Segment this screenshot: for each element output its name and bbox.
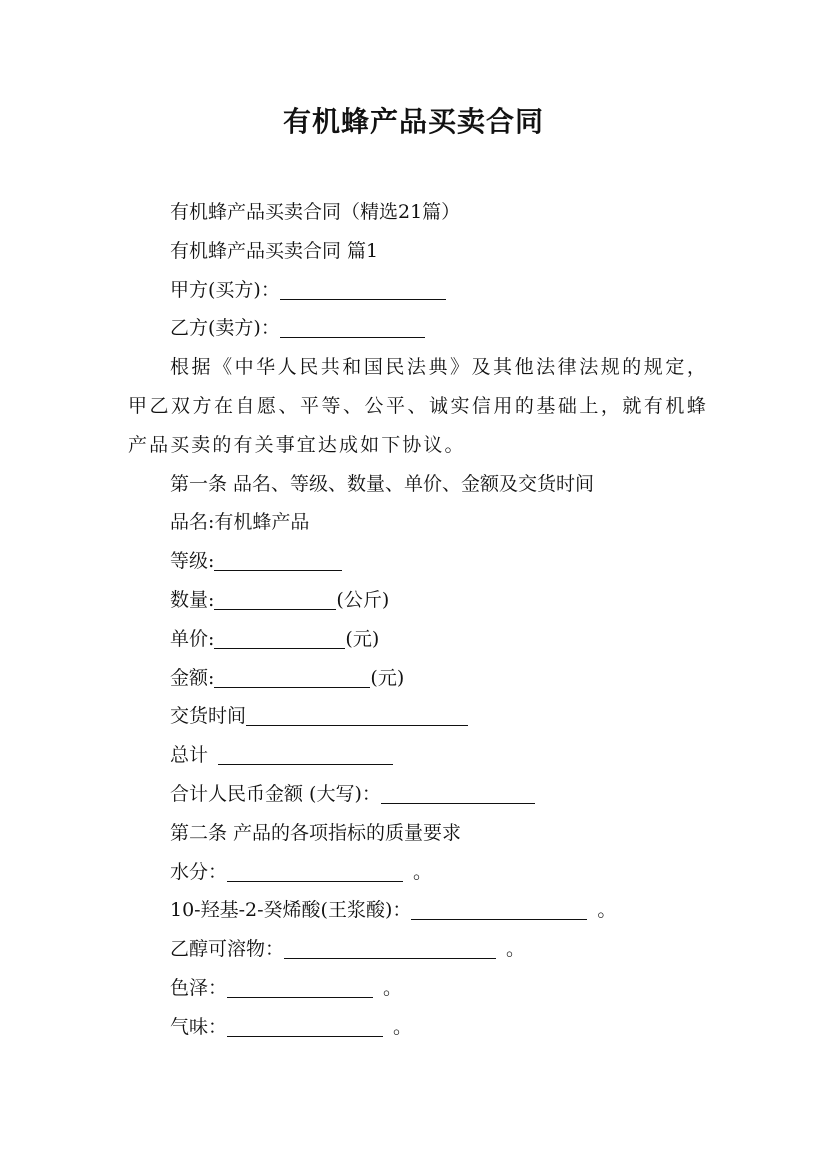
- quantity-label: 数量:: [170, 588, 215, 611]
- party-b-line: [128, 309, 708, 348]
- total-rmb-label: 合计人民币金额 (大写)：: [170, 782, 381, 805]
- preamble-paragraph: 根据《中华人民共和国民法典》及其他法律法规的规定，甲乙双方在自愿、平等、公平、诚实信用的基础上，就有机蜂产品买卖的有关事宜达成如下协议。: [128, 356, 708, 456]
- article-2-heading: 第二条 产品的各项指标的质量要求: [170, 821, 462, 844]
- odor-line: [128, 1008, 708, 1047]
- hda-label: 10-羟基-2-癸烯酸(王浆酸)：: [170, 899, 412, 922]
- party-a-line: [128, 271, 708, 310]
- quantity-line: [128, 581, 708, 620]
- delivery-time-line: [128, 697, 708, 736]
- grade-blank: [214, 544, 342, 571]
- section-heading: 有机蜂产品买卖合同 篇1: [170, 239, 379, 262]
- amount-line: [128, 659, 708, 698]
- odor-blank: [227, 1010, 383, 1037]
- total-rmb-line: [128, 775, 708, 814]
- amount-label: 金额:: [170, 666, 215, 689]
- total-label: 总计: [170, 744, 209, 767]
- grade-label: 等级:: [170, 550, 215, 573]
- hda-blank: [411, 893, 587, 920]
- document-subtitle: 有机蜂产品买卖合同（精选21篇）: [170, 201, 461, 223]
- total-rmb-blank: [381, 777, 535, 804]
- total-blank: [218, 738, 393, 765]
- moisture-end-mark: 。: [413, 860, 433, 883]
- unit-price-line: [128, 620, 708, 659]
- amount-unit: (元): [370, 666, 405, 689]
- article-1-heading: 第一条 品名、等级、数量、单价、金额及交货时间: [170, 472, 595, 495]
- unit-price-blank: [214, 622, 345, 649]
- moisture-line: [128, 853, 708, 892]
- quantity-unit: (公斤): [336, 588, 390, 611]
- color-end-mark: 。: [383, 976, 403, 999]
- odor-end-mark: 。: [393, 1015, 413, 1038]
- ethanol-soluble-label: 乙醇可溶物：: [170, 938, 285, 961]
- ethanol-soluble-line: [128, 930, 708, 969]
- amount-blank: [214, 661, 370, 688]
- grade-line: [128, 542, 708, 581]
- hda-end-mark: 。: [597, 899, 617, 922]
- color-blank: [227, 971, 373, 998]
- quantity-blank: [214, 583, 336, 610]
- unit-price-label: 单价:: [170, 627, 215, 650]
- odor-label: 气味：: [170, 1015, 228, 1038]
- party-b-label: 乙方(卖方)：: [170, 317, 280, 340]
- product-name-line: 品名:有机蜂产品: [170, 511, 310, 534]
- color-label: 色泽：: [170, 976, 228, 999]
- total-line: [128, 736, 708, 775]
- moisture-label: 水分：: [170, 860, 228, 883]
- color-line: [128, 969, 708, 1008]
- document-title: 有机蜂产品买卖合同: [282, 105, 544, 138]
- delivery-time-label: 交货时间: [170, 705, 247, 728]
- hda-line: [128, 891, 708, 930]
- delivery-time-blank: [246, 699, 468, 726]
- moisture-blank: [227, 855, 403, 882]
- ethanol-soluble-blank: [284, 932, 496, 959]
- unit-price-unit: (元): [345, 627, 380, 650]
- ethanol-soluble-end-mark: 。: [506, 938, 526, 961]
- party-a-label: 甲方(买方)：: [170, 278, 280, 301]
- party-a-blank: [280, 273, 446, 300]
- party-b-blank: [280, 311, 425, 338]
- document-body: [128, 193, 708, 1047]
